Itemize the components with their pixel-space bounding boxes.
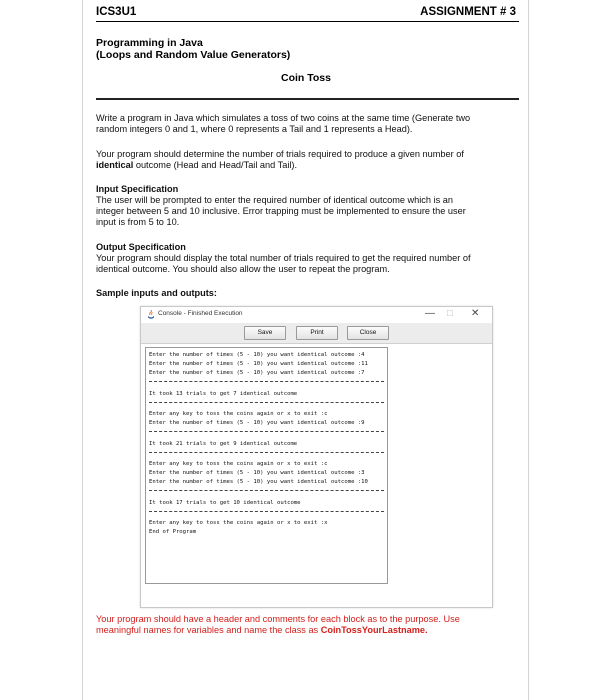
output-spec-section	[96, 242, 516, 275]
java-cup-icon	[146, 310, 156, 320]
console-line: Enter the number of times (5 - 10) you want identical outcome :4	[149, 352, 365, 358]
console-window-title: Console - Finished Execution	[158, 310, 243, 317]
footer-note-line-2	[96, 625, 516, 636]
sample-heading: Sample inputs and outputs:	[96, 288, 217, 298]
output-spec-line-1: Your program should display the total number of trials required to get the required number of	[96, 253, 471, 263]
separator	[149, 381, 384, 382]
title-line-1: Programming in Java	[96, 37, 203, 49]
intro-paragraph	[96, 113, 516, 135]
console-titlebar[interactable]	[141, 307, 492, 323]
title-line-2: (Loops and Random Value Generators)	[96, 49, 291, 61]
class-name-emphasis: CoinTossYourLastname.	[320, 625, 428, 635]
output-spec-heading: Output Specification	[96, 242, 186, 252]
document-title	[96, 37, 290, 61]
console-line: It took 13 trials to get 7 identical outcome	[149, 391, 298, 397]
assignment-number: ASSIGNMENT # 3	[420, 6, 516, 18]
course-code: ICS3U1	[96, 6, 137, 18]
intro-line-2: random integers 0 and 1, where 0 represents a Tail and 1 represents a Head).	[96, 124, 413, 134]
console-line: Enter the number of times (5 - 10) you want identical outcome :9	[149, 420, 365, 426]
footer-note-prefix: meaningful names for variables and name the class as	[96, 625, 321, 635]
console-toolbar	[141, 323, 492, 344]
console-line: Enter the number of times (5 - 10) you want identical outcome :11	[149, 361, 368, 367]
console-line: It took 21 trials to get 9 identical outcome	[149, 441, 298, 447]
input-spec-section	[96, 184, 516, 228]
separator	[149, 511, 384, 512]
intro-line-1: Write a program in Java which simulates a toss of two coins at the same time (Generate two	[96, 113, 471, 123]
print-button[interactable]: Print	[296, 326, 338, 340]
footer-note	[96, 614, 516, 636]
console-output[interactable]	[145, 347, 388, 584]
identical-emphasis: identical	[96, 160, 134, 170]
console-line: Enter any key to toss the coins again or x to exit :x	[149, 520, 328, 526]
maximize-icon[interactable]: □	[447, 308, 454, 319]
goal-line-2-rest: outcome (Head and Head/Tail and Tail).	[133, 160, 298, 170]
console-line: Enter any key to toss the coins again or x to exit :c	[149, 461, 328, 467]
save-button[interactable]: Save	[244, 326, 286, 340]
input-spec-heading: Input Specification	[96, 184, 179, 194]
console-line: It took 17 trials to get 10 identical outcome	[149, 500, 301, 506]
assignment-subtitle: Coin Toss	[281, 72, 331, 84]
goal-line-1: Your program should determine the number of trials required to produce a given number of	[96, 149, 464, 159]
section-rule	[96, 98, 519, 100]
separator	[149, 402, 384, 403]
console-line: Enter the number of times (5 - 10) you want identical outcome :10	[149, 479, 368, 485]
separator	[149, 452, 384, 453]
console-window	[140, 306, 493, 608]
console-line: Enter any key to toss the coins again or x to exit :c	[149, 411, 328, 417]
minimize-icon[interactable]: —	[425, 308, 435, 319]
close-button[interactable]: Close	[347, 326, 389, 340]
output-spec-line-2: identical outcome. You should also allow the user to repeat the program.	[96, 264, 390, 274]
input-spec-line-2: integer between 5 and 10 inclusive. Error trapping must be implemented to ensure the user	[96, 206, 466, 216]
goal-line-2	[96, 160, 516, 171]
console-line: Enter the number of times (5 - 10) you want identical outcome :3	[149, 470, 365, 476]
footer-note-line-1: Your program should have a header and comments for each block as to the purpose. Use	[96, 614, 460, 624]
console-line: Enter the number of times (5 - 10) you want identical outcome :7	[149, 370, 365, 376]
separator	[149, 490, 384, 491]
console-line: End of Program	[149, 529, 197, 535]
separator	[149, 431, 384, 432]
header-rule	[96, 21, 519, 22]
input-spec-line-3: input is from 5 to 10.	[96, 217, 180, 227]
close-window-icon[interactable]: ✕	[471, 308, 480, 319]
input-spec-line-1: The user will be prompted to enter the required number of identical outcome which is an	[96, 195, 453, 205]
goal-paragraph	[96, 149, 516, 171]
